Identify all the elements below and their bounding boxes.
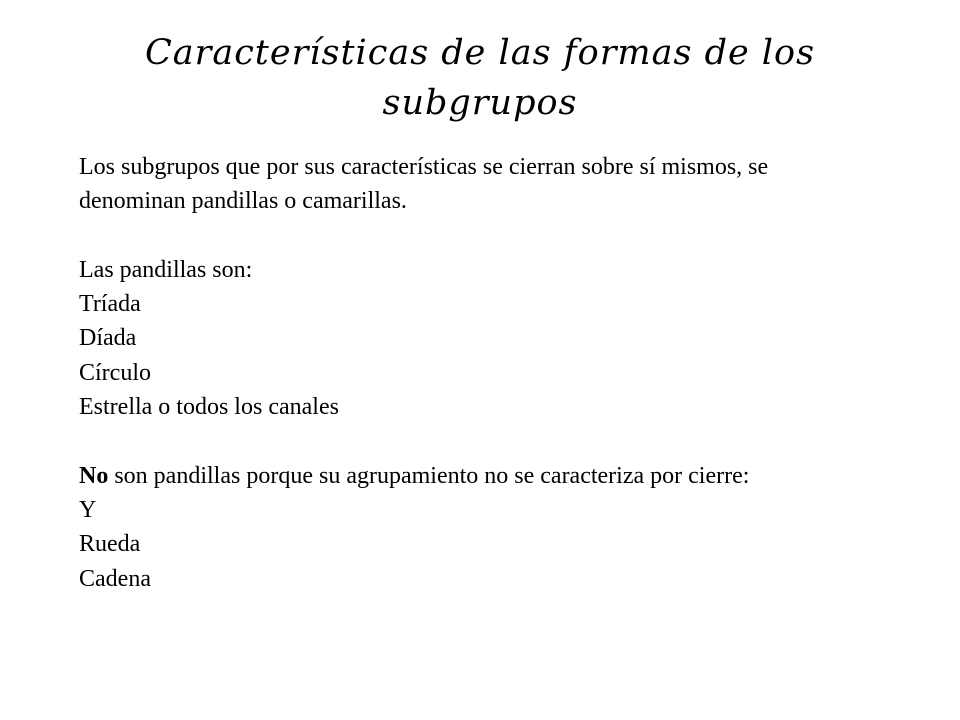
pandillas-heading: Las pandillas son:: [79, 256, 253, 283]
spacer: [79, 219, 869, 253]
list-item: Estrella o todos los canales: [79, 394, 339, 421]
list-item: Círculo: [79, 359, 151, 386]
list-item: Cadena: [79, 565, 151, 592]
no-pandillas-list: [79, 493, 869, 596]
slide-title: Características de las formas de los subgrupos: [144, 33, 816, 123]
no-pandillas-text: son pandillas porque su agrupamiento no se caracteriza por cierre:: [108, 462, 750, 489]
list-item: Tríada: [79, 291, 141, 318]
intro-paragraph: Los subgrupos que por sus características se cierran sobre sí mismos, se denominan pandillas o camarillas.: [79, 154, 769, 215]
slide-body: [79, 150, 869, 596]
pandillas-list: [79, 287, 869, 424]
list-item: Y: [79, 496, 97, 523]
list-item: Rueda: [79, 531, 141, 558]
list-item: Díada: [79, 325, 137, 352]
no-emphasis: No: [79, 462, 109, 489]
no-pandillas-paragraph: [79, 459, 869, 493]
spacer: [79, 424, 869, 458]
